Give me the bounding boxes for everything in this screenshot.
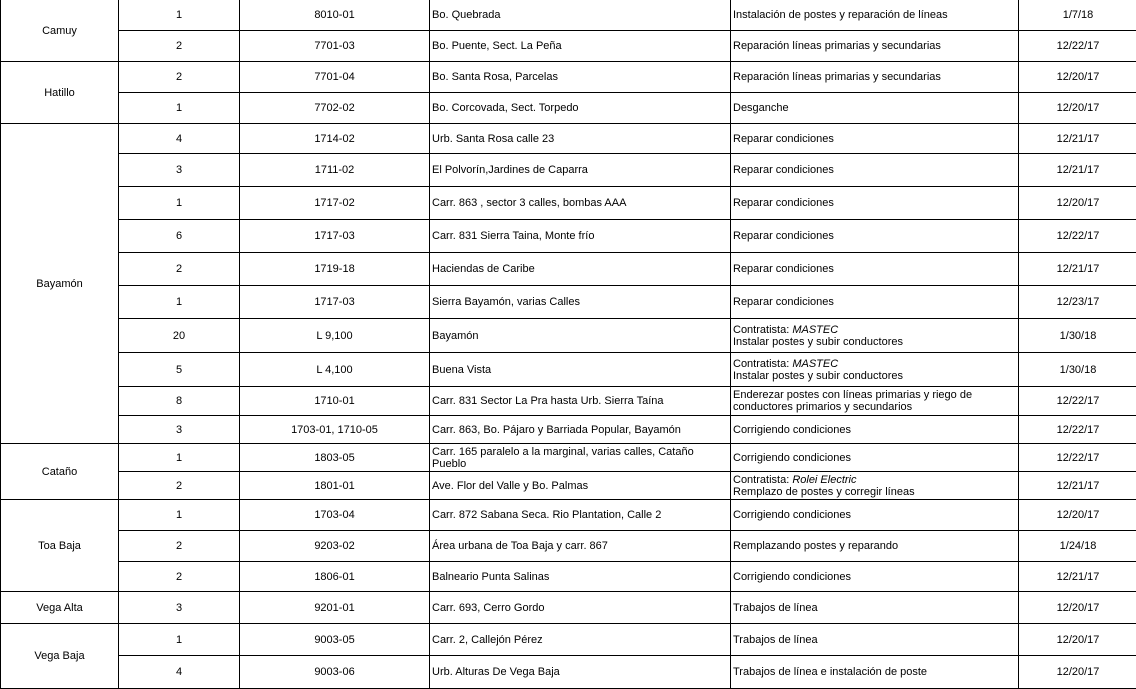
table-row: [1, 562, 1136, 592]
fecha-cell: 12/22/17: [1019, 387, 1136, 416]
lugar-cell: Bo. Puente, Sect. La Peña: [430, 31, 731, 62]
brigadas-cell: 2: [119, 531, 240, 562]
circuito-cell: 1703-01, 1710-05: [240, 416, 430, 444]
contratista-label: Contratista:: [733, 358, 792, 370]
lugar-cell: Ave. Flor del Valle y Bo. Palmas: [430, 472, 731, 500]
contratista-label: Contratista:: [733, 324, 792, 336]
trabajo-cell: Corrigiendo condiciones: [731, 562, 1019, 592]
lugar-cell: El Polvorín,Jardines de Caparra: [430, 154, 731, 187]
trabajo-cell: [731, 319, 1019, 353]
brigadas-cell: 3: [119, 592, 240, 624]
lugar-cell: Haciendas de Caribe: [430, 253, 731, 286]
fecha-cell: 1/24/18: [1019, 531, 1136, 562]
trabajo-cell: Corrigiendo condiciones: [731, 444, 1019, 472]
table-row: [1, 444, 1136, 472]
municipio-cell: Hatillo: [1, 62, 119, 124]
trabajo-cell: Reparación líneas primarias y secundarias: [731, 62, 1019, 93]
fecha-cell: 12/20/17: [1019, 592, 1136, 624]
circuito-cell: 1714-02: [240, 124, 430, 154]
lugar-cell: Bo. Santa Rosa, Parcelas: [430, 62, 731, 93]
trabajo-cell: Reparar condiciones: [731, 154, 1019, 187]
trabajo-cell: Desganche: [731, 93, 1019, 124]
trabajo-text: Instalar postes y subir conductores: [733, 370, 1016, 382]
lugar-cell: Urb. Alturas De Vega Baja: [430, 656, 731, 689]
brigadas-cell: 2: [119, 62, 240, 93]
lugar-cell: Carr. 863 , sector 3 calles, bombas AAA: [430, 187, 731, 220]
circuito-cell: 1711-02: [240, 154, 430, 187]
lugar-cell: Carr. 831 Sector La Pra hasta Urb. Sierra Taína: [430, 387, 731, 416]
fecha-cell: 12/22/17: [1019, 444, 1136, 472]
table-body: [1, 0, 1136, 689]
trabajo-cell: Trabajos de línea: [731, 624, 1019, 656]
lugar-cell: Bo. Corcovada, Sect. Torpedo: [430, 93, 731, 124]
lugar-cell: Bayamón: [430, 319, 731, 353]
table-row: [1, 416, 1136, 444]
municipio-cell: Vega Alta: [1, 592, 119, 624]
brigadas-cell: 1: [119, 286, 240, 319]
lugar-cell: Bo. Quebrada: [430, 0, 731, 31]
brigadas-cell: 2: [119, 253, 240, 286]
lugar-cell: Sierra Bayamón, varias Calles: [430, 286, 731, 319]
lugar-cell: Carr. 2, Callejón Pérez: [430, 624, 731, 656]
fecha-cell: 1/7/18: [1019, 0, 1136, 31]
contratista-name: MASTEC: [792, 324, 838, 336]
fecha-cell: 12/20/17: [1019, 624, 1136, 656]
trabajo-cell: Reparación líneas primarias y secundarias: [731, 31, 1019, 62]
lugar-cell: Carr. 693, Cerro Gordo: [430, 592, 731, 624]
brigadas-cell: 2: [119, 31, 240, 62]
fecha-cell: 12/22/17: [1019, 220, 1136, 253]
fecha-cell: 12/22/17: [1019, 416, 1136, 444]
circuito-cell: 9003-06: [240, 656, 430, 689]
circuito-cell: 1719-18: [240, 253, 430, 286]
brigadas-cell: 1: [119, 624, 240, 656]
municipio-cell: Camuy: [1, 0, 119, 62]
circuito-cell: 7701-03: [240, 31, 430, 62]
circuito-cell: 1710-01: [240, 387, 430, 416]
trabajo-cell: Corrigiendo condiciones: [731, 416, 1019, 444]
table-row: [1, 31, 1136, 62]
fecha-cell: 12/20/17: [1019, 187, 1136, 220]
table-row: [1, 656, 1136, 689]
fecha-cell: 12/21/17: [1019, 253, 1136, 286]
trabajo-cell: Corrigiendo condiciones: [731, 500, 1019, 531]
circuito-cell: 1717-02: [240, 187, 430, 220]
circuito-cell: 8010-01: [240, 0, 430, 31]
circuito-cell: 1806-01: [240, 562, 430, 592]
lugar-cell: Buena Vista: [430, 353, 731, 387]
trabajo-cell: Trabajos de línea: [731, 592, 1019, 624]
table-row: [1, 531, 1136, 562]
table-row: [1, 319, 1136, 353]
fecha-cell: 1/30/18: [1019, 353, 1136, 387]
fecha-cell: 12/20/17: [1019, 500, 1136, 531]
circuito-cell: 9203-02: [240, 531, 430, 562]
circuito-cell: 1717-03: [240, 220, 430, 253]
brigadas-cell: 1: [119, 0, 240, 31]
circuito-cell: L 4,100: [240, 353, 430, 387]
brigadas-cell: 6: [119, 220, 240, 253]
fecha-cell: 12/21/17: [1019, 124, 1136, 154]
circuito-cell: 1717-03: [240, 286, 430, 319]
trabajo-cell: Instalación de postes y reparación de líneas: [731, 0, 1019, 31]
circuito-cell: L 9,100: [240, 319, 430, 353]
fecha-cell: 12/21/17: [1019, 472, 1136, 500]
municipio-cell: Bayamón: [1, 124, 119, 444]
trabajo-line: conductores primarios y secundarios: [733, 401, 1016, 413]
contratista-line: [733, 358, 1016, 370]
trabajo-cell: [731, 353, 1019, 387]
table-row: [1, 387, 1136, 416]
table-row: [1, 154, 1136, 187]
lugar-cell: Urb. Santa Rosa calle 23: [430, 124, 731, 154]
brigadas-cell: 2: [119, 472, 240, 500]
brigadas-cell: 1: [119, 444, 240, 472]
brigadas-cell: 3: [119, 154, 240, 187]
lugar-cell: Carr. 863, Bo. Pájaro y Barriada Popular, Bayamón: [430, 416, 731, 444]
table-row: [1, 472, 1136, 500]
lugar-cell: Balneario Punta Salinas: [430, 562, 731, 592]
circuito-cell: 7702-02: [240, 93, 430, 124]
brigadas-cell: 20: [119, 319, 240, 353]
table-row: [1, 624, 1136, 656]
fecha-cell: 12/20/17: [1019, 62, 1136, 93]
trabajo-cell: Reparar condiciones: [731, 187, 1019, 220]
fecha-cell: 12/20/17: [1019, 656, 1136, 689]
brigadas-cell: 2: [119, 562, 240, 592]
municipio-cell: Vega Baja: [1, 624, 119, 689]
brigadas-cell: 1: [119, 500, 240, 531]
table-row: [1, 0, 1136, 31]
table-row: [1, 592, 1136, 624]
brigadas-cell: 4: [119, 124, 240, 154]
lugar-cell: Carr. 831 Sierra Taina, Monte frío: [430, 220, 731, 253]
circuito-cell: 1801-01: [240, 472, 430, 500]
brigadas-cell: 3: [119, 416, 240, 444]
trabajo-cell: Reparar condiciones: [731, 286, 1019, 319]
trabajo-cell: [731, 472, 1019, 500]
trabajo-cell: [731, 387, 1019, 416]
table-row: [1, 500, 1136, 531]
table-row: [1, 253, 1136, 286]
lugar-line: Carr. 165 paralelo a la marginal, varias calles, Cataño: [432, 446, 728, 458]
municipio-cell: Cataño: [1, 444, 119, 500]
table-row: [1, 353, 1136, 387]
table-row: [1, 286, 1136, 319]
table-row: [1, 220, 1136, 253]
fecha-cell: 12/21/17: [1019, 154, 1136, 187]
circuito-cell: 7701-04: [240, 62, 430, 93]
trabajo-cell: Remplazando postes y reparando: [731, 531, 1019, 562]
circuito-cell: 9003-05: [240, 624, 430, 656]
trabajo-text: Remplazo de postes y corregir líneas: [733, 486, 1016, 498]
lugar-cell: Área urbana de Toa Baja y carr. 867: [430, 531, 731, 562]
circuito-cell: 1803-05: [240, 444, 430, 472]
fecha-cell: 1/30/18: [1019, 319, 1136, 353]
municipio-cell: Toa Baja: [1, 500, 119, 592]
fecha-cell: 12/23/17: [1019, 286, 1136, 319]
trabajo-cell: Reparar condiciones: [731, 253, 1019, 286]
contratista-name: Rolei Electric: [792, 474, 856, 486]
trabajo-text: Instalar postes y subir conductores: [733, 336, 1016, 348]
lugar-cell: Carr. 872 Sabana Seca. Rio Plantation, Calle 2: [430, 500, 731, 531]
brigadas-cell: 5: [119, 353, 240, 387]
circuito-cell: 9201-01: [240, 592, 430, 624]
trabajo-line: Enderezar postes con líneas primarias y riego de: [733, 389, 1016, 401]
trabajo-cell: Trabajos de línea e instalación de poste: [731, 656, 1019, 689]
fecha-cell: 12/21/17: [1019, 562, 1136, 592]
lugar-line: Pueblo: [432, 458, 728, 470]
contratista-line: [733, 474, 1016, 486]
brigadas-cell: 1: [119, 187, 240, 220]
trabajo-cell: Reparar condiciones: [731, 220, 1019, 253]
contratista-label: Contratista:: [733, 474, 792, 486]
brigadas-cell: 4: [119, 656, 240, 689]
contratista-name: MASTEC: [792, 358, 838, 370]
table-row: [1, 62, 1136, 93]
lugar-cell: [430, 444, 731, 472]
table-row: [1, 187, 1136, 220]
table-row: [1, 124, 1136, 154]
circuito-cell: 1703-04: [240, 500, 430, 531]
trabajo-cell: Reparar condiciones: [731, 124, 1019, 154]
contratista-line: [733, 324, 1016, 336]
brigadas-cell: 8: [119, 387, 240, 416]
fecha-cell: 12/20/17: [1019, 93, 1136, 124]
fecha-cell: 12/22/17: [1019, 31, 1136, 62]
brigadas-cell: 1: [119, 93, 240, 124]
table-row: [1, 93, 1136, 124]
